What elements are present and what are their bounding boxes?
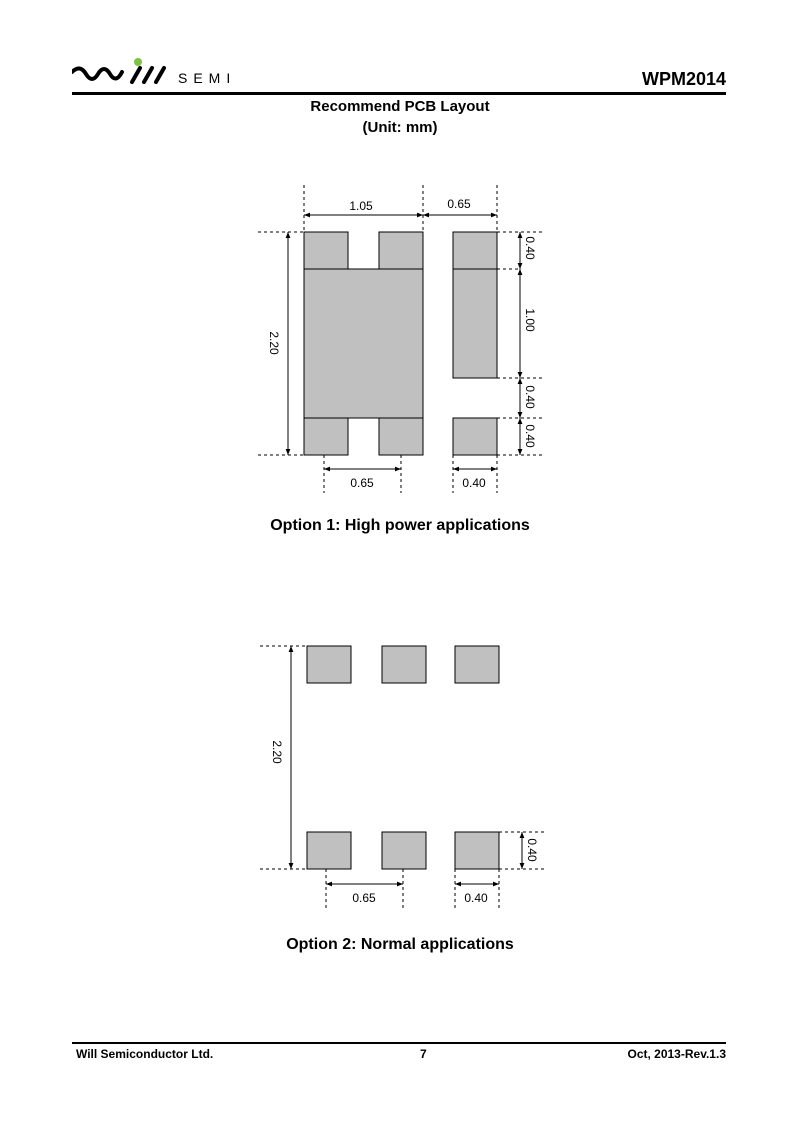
dim-0-40-bottom: 0.40 xyxy=(462,476,486,490)
dim-1-00-r2: 1.00 xyxy=(523,308,537,332)
opt2-pad-top-left xyxy=(307,646,351,683)
opt2-pad-top-middle xyxy=(382,646,426,683)
opt2-dim-0-40-bottom: 0.40 xyxy=(464,891,488,905)
footer-divider xyxy=(72,1042,726,1044)
option1-caption: Option 1: High power applications xyxy=(270,517,530,534)
dim-2-20-left: 2.20 xyxy=(267,331,281,355)
dim-0-40-r4: 0.40 xyxy=(523,424,537,448)
option1-layout-drawing xyxy=(0,0,800,520)
document-number: WPM2014 xyxy=(641,69,726,89)
opt2-dim-2-20-left: 2.20 xyxy=(270,740,284,764)
option2-caption: Option 2: Normal applications xyxy=(286,936,514,953)
logo-text: SEMI xyxy=(178,70,237,86)
unit-subtitle: (Unit: mm) xyxy=(362,119,438,136)
pad-top-right xyxy=(453,232,497,269)
dim-0-40-r3: 0.40 xyxy=(523,385,537,409)
dim-0-65-top: 0.65 xyxy=(447,197,471,211)
footer-company: Will Semiconductor Ltd. xyxy=(76,1047,214,1061)
opt2-dim-0-65-bottom: 0.65 xyxy=(352,891,376,905)
dim-0-65-bottom: 0.65 xyxy=(350,476,374,490)
opt2-pad-top-right xyxy=(455,646,499,683)
opt2-dim-0-40-right: 0.40 xyxy=(525,838,539,862)
option2-layout-drawing xyxy=(0,600,800,930)
dim-1-05: 1.05 xyxy=(349,199,373,213)
pad-center-large xyxy=(304,269,423,418)
footer-revision: Oct, 2013-Rev.1.3 xyxy=(627,1047,726,1061)
pad-top-left xyxy=(304,232,348,269)
opt2-pad-bottom-right xyxy=(455,832,499,869)
opt2-pad-bottom-left xyxy=(307,832,351,869)
footer-page-number: 7 xyxy=(420,1047,427,1061)
pad-right-large xyxy=(453,269,497,378)
pad-bottom-right xyxy=(453,418,497,455)
page-title: Recommend PCB Layout xyxy=(310,98,490,115)
opt2-pad-bottom-middle xyxy=(382,832,426,869)
pad-bottom-middle xyxy=(379,418,423,455)
pad-bottom-left xyxy=(304,418,348,455)
pad-top-middle xyxy=(379,232,423,269)
dim-0-40-r1: 0.40 xyxy=(523,236,537,260)
